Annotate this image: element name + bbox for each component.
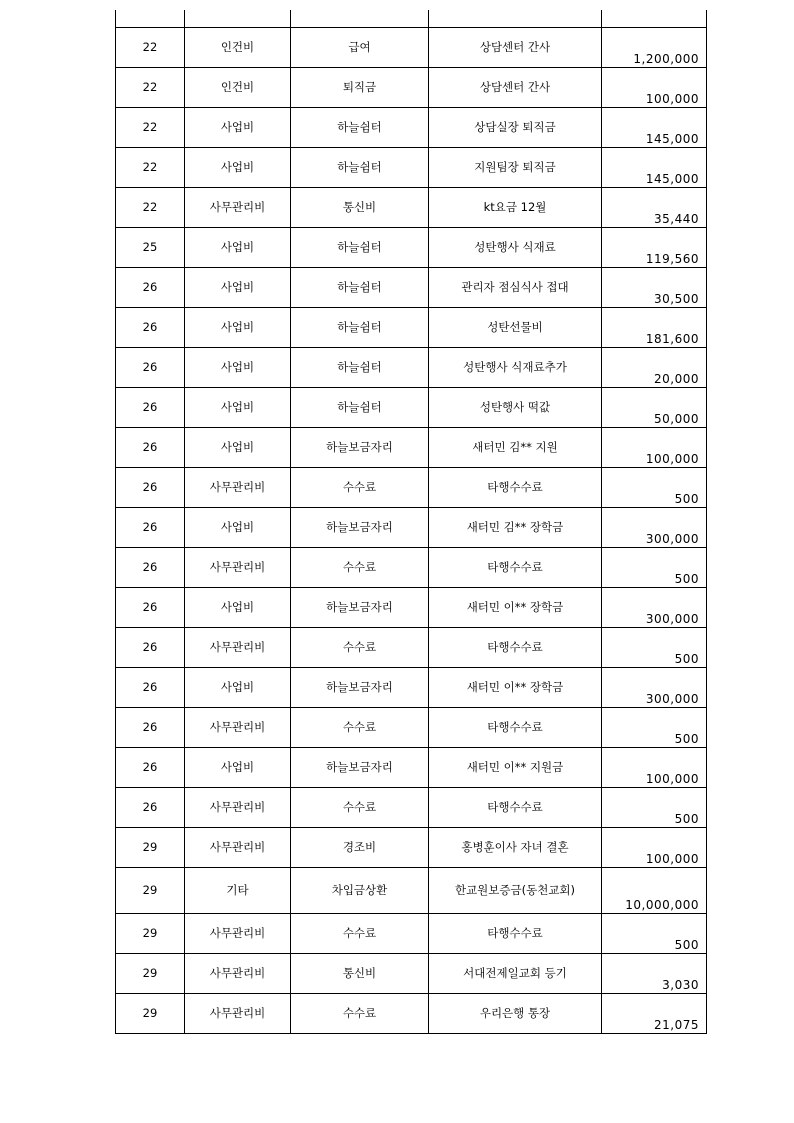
category-cell: 사업비: [185, 748, 291, 788]
description-cell: 타행수수료: [429, 708, 602, 748]
amount-cell: 300,000: [602, 588, 707, 628]
amount-cell: 300,000: [602, 668, 707, 708]
amount-cell: 500: [602, 468, 707, 508]
description-cell: 타행수수료: [429, 788, 602, 828]
category-cell: 사무관리비: [185, 914, 291, 954]
subcategory-cell: 하늘보금자리: [291, 508, 429, 548]
description-cell: 새터민 이** 지원금: [429, 748, 602, 788]
subcategory-cell: 하늘쉼터: [291, 228, 429, 268]
category-cell: 사무관리비: [185, 628, 291, 668]
table-row: [116, 228, 707, 268]
table-row: [116, 308, 707, 348]
description-cell: 성탄행사 식재료: [429, 228, 602, 268]
subcategory-cell: 차입금상환: [291, 868, 429, 914]
category-cell: 사업비: [185, 508, 291, 548]
description-cell: 지원팀장 퇴직금: [429, 148, 602, 188]
table-row: [116, 468, 707, 508]
category-cell: 사무관리비: [185, 994, 291, 1034]
day-cell: 26: [116, 708, 185, 748]
category-cell: 사업비: [185, 228, 291, 268]
subcategory-cell: 수수료: [291, 708, 429, 748]
table-row: [116, 954, 707, 994]
stub-cell: [602, 10, 707, 28]
amount-cell: 100,000: [602, 748, 707, 788]
table-row: [116, 668, 707, 708]
day-cell: 29: [116, 954, 185, 994]
amount-cell: 100,000: [602, 428, 707, 468]
subcategory-cell: 하늘쉼터: [291, 308, 429, 348]
category-cell: 사업비: [185, 308, 291, 348]
subcategory-cell: 퇴직금: [291, 68, 429, 108]
category-cell: 사업비: [185, 348, 291, 388]
table-row: [116, 508, 707, 548]
amount-cell: 100,000: [602, 68, 707, 108]
day-cell: 26: [116, 628, 185, 668]
subcategory-cell: 수수료: [291, 468, 429, 508]
category-cell: 사무관리비: [185, 548, 291, 588]
table-row: [116, 914, 707, 954]
table-row: [116, 628, 707, 668]
day-cell: 26: [116, 788, 185, 828]
subcategory-cell: 하늘보금자리: [291, 428, 429, 468]
subcategory-cell: 하늘쉼터: [291, 268, 429, 308]
table-row: [116, 788, 707, 828]
category-cell: 사무관리비: [185, 708, 291, 748]
stub-cell: [429, 10, 602, 28]
amount-cell: 100,000: [602, 828, 707, 868]
day-cell: 26: [116, 308, 185, 348]
amount-cell: 10,000,000: [602, 868, 707, 914]
day-cell: 22: [116, 188, 185, 228]
table-row: [116, 428, 707, 468]
category-cell: 인건비: [185, 68, 291, 108]
continued-row-stub: [116, 10, 707, 28]
amount-cell: 500: [602, 914, 707, 954]
day-cell: 26: [116, 508, 185, 548]
table-row: [116, 108, 707, 148]
day-cell: 22: [116, 148, 185, 188]
description-cell: 한교원보증금(동천교회): [429, 868, 602, 914]
description-cell: 성탄행사 식재료추가: [429, 348, 602, 388]
amount-cell: 30,500: [602, 268, 707, 308]
table-row: [116, 348, 707, 388]
description-cell: 서대전제일교회 등기: [429, 954, 602, 994]
category-cell: 사무관리비: [185, 188, 291, 228]
amount-cell: 500: [602, 628, 707, 668]
subcategory-cell: 하늘쉼터: [291, 108, 429, 148]
table-row: [116, 28, 707, 68]
description-cell: 관리자 점심식사 접대: [429, 268, 602, 308]
subcategory-cell: 수수료: [291, 914, 429, 954]
day-cell: 26: [116, 668, 185, 708]
table-row: [116, 588, 707, 628]
description-cell: 타행수수료: [429, 548, 602, 588]
ledger-body: [116, 10, 707, 1034]
category-cell: 사무관리비: [185, 828, 291, 868]
subcategory-cell: 급여: [291, 28, 429, 68]
description-cell: 새터민 이** 장학금: [429, 668, 602, 708]
expense-ledger-table: [115, 10, 707, 1034]
description-cell: 새터민 김** 지원: [429, 428, 602, 468]
table-row: [116, 748, 707, 788]
table-row: [116, 68, 707, 108]
subcategory-cell: 수수료: [291, 628, 429, 668]
description-cell: 성탄선물비: [429, 308, 602, 348]
day-cell: 26: [116, 468, 185, 508]
category-cell: 사무관리비: [185, 788, 291, 828]
amount-cell: 500: [602, 708, 707, 748]
description-cell: 타행수수료: [429, 468, 602, 508]
day-cell: 25: [116, 228, 185, 268]
day-cell: 26: [116, 348, 185, 388]
category-cell: 사업비: [185, 268, 291, 308]
description-cell: 홍병훈이사 자녀 결혼: [429, 828, 602, 868]
day-cell: 26: [116, 388, 185, 428]
category-cell: 사업비: [185, 668, 291, 708]
category-cell: 사업비: [185, 428, 291, 468]
description-cell: 타행수수료: [429, 628, 602, 668]
description-cell: 새터민 김** 장학금: [429, 508, 602, 548]
category-cell: 사업비: [185, 148, 291, 188]
day-cell: 26: [116, 748, 185, 788]
amount-cell: 500: [602, 788, 707, 828]
subcategory-cell: 수수료: [291, 994, 429, 1034]
stub-cell: [116, 10, 185, 28]
category-cell: 사업비: [185, 108, 291, 148]
description-cell: 성탄행사 떡값: [429, 388, 602, 428]
category-cell: 기타: [185, 868, 291, 914]
subcategory-cell: 통신비: [291, 954, 429, 994]
table-row: [116, 548, 707, 588]
subcategory-cell: 하늘보금자리: [291, 668, 429, 708]
day-cell: 26: [116, 428, 185, 468]
category-cell: 인건비: [185, 28, 291, 68]
subcategory-cell: 하늘쉼터: [291, 388, 429, 428]
category-cell: 사업비: [185, 388, 291, 428]
table-row: [116, 708, 707, 748]
day-cell: 29: [116, 868, 185, 914]
subcategory-cell: 경조비: [291, 828, 429, 868]
table-row: [116, 994, 707, 1034]
amount-cell: 500: [602, 548, 707, 588]
description-cell: kt요금 12월: [429, 188, 602, 228]
table-row: [116, 268, 707, 308]
table-row: [116, 828, 707, 868]
amount-cell: 119,560: [602, 228, 707, 268]
day-cell: 26: [116, 268, 185, 308]
day-cell: 22: [116, 108, 185, 148]
description-cell: 상담실장 퇴직금: [429, 108, 602, 148]
subcategory-cell: 하늘보금자리: [291, 588, 429, 628]
category-cell: 사무관리비: [185, 954, 291, 994]
stub-cell: [291, 10, 429, 28]
day-cell: 29: [116, 994, 185, 1034]
amount-cell: 35,440: [602, 188, 707, 228]
subcategory-cell: 하늘쉼터: [291, 148, 429, 188]
day-cell: 29: [116, 914, 185, 954]
amount-cell: 3,030: [602, 954, 707, 994]
description-cell: 상담센터 간사: [429, 28, 602, 68]
amount-cell: 145,000: [602, 148, 707, 188]
amount-cell: 20,000: [602, 348, 707, 388]
amount-cell: 181,600: [602, 308, 707, 348]
amount-cell: 300,000: [602, 508, 707, 548]
table-row: [116, 868, 707, 914]
day-cell: 22: [116, 68, 185, 108]
subcategory-cell: 하늘보금자리: [291, 748, 429, 788]
amount-cell: 21,075: [602, 994, 707, 1034]
subcategory-cell: 통신비: [291, 188, 429, 228]
description-cell: 우리은행 통장: [429, 994, 602, 1034]
description-cell: 타행수수료: [429, 914, 602, 954]
subcategory-cell: 수수료: [291, 788, 429, 828]
subcategory-cell: 하늘쉼터: [291, 348, 429, 388]
category-cell: 사무관리비: [185, 468, 291, 508]
day-cell: 29: [116, 828, 185, 868]
amount-cell: 1,200,000: [602, 28, 707, 68]
description-cell: 새터민 이** 장학금: [429, 588, 602, 628]
subcategory-cell: 수수료: [291, 548, 429, 588]
table-row: [116, 188, 707, 228]
table-row: [116, 148, 707, 188]
description-cell: 상담센터 간사: [429, 68, 602, 108]
amount-cell: 145,000: [602, 108, 707, 148]
day-cell: 22: [116, 28, 185, 68]
amount-cell: 50,000: [602, 388, 707, 428]
day-cell: 26: [116, 548, 185, 588]
day-cell: 26: [116, 588, 185, 628]
stub-cell: [185, 10, 291, 28]
category-cell: 사업비: [185, 588, 291, 628]
table-row: [116, 388, 707, 428]
